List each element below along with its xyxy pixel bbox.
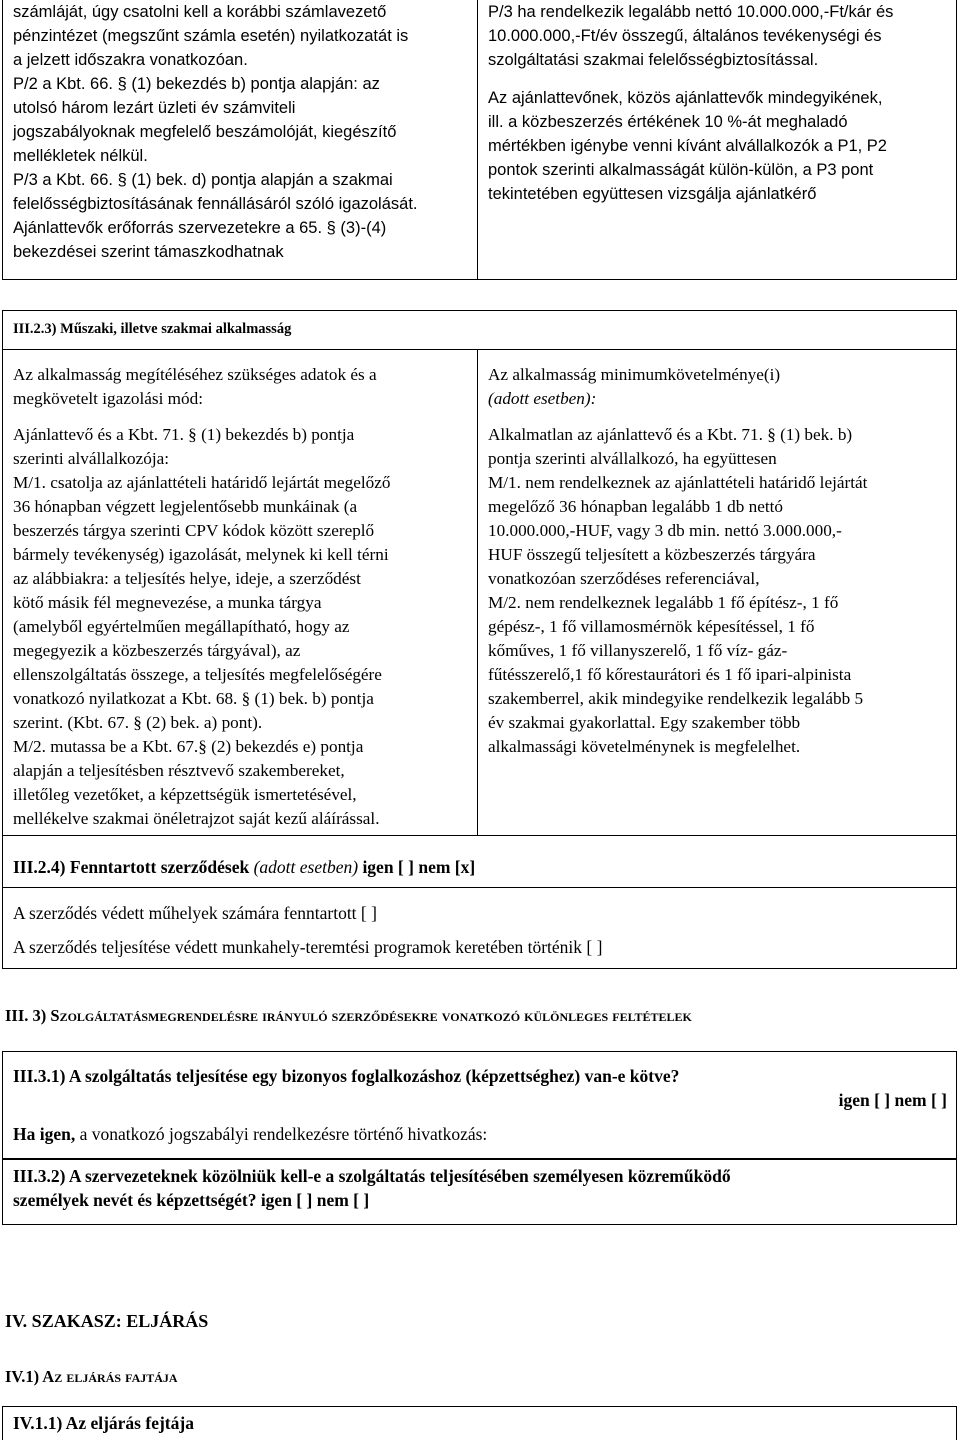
text-line: tekintetében együttesen vizsgálja ajánlatkérő: [488, 185, 817, 203]
text-line: vonatkozóan szerződéses referenciával,: [488, 569, 760, 588]
text-line: jogszabályoknak megfelelő beszámolóját, kiegészítő: [13, 123, 397, 141]
reserved-programmes-line: A szerződés teljesítése védett munkahely-teremtési programok keretében történik [ ]: [13, 937, 603, 957]
text-line: 10.000.000,-HUF, vagy 3 db min. nettó 3.000.000,-: [488, 521, 842, 540]
text-line: illetőleg vezetőket, a képzettségük ismertetésével,: [13, 785, 357, 804]
text-line: Ajánlattevők erőforrás szervezetekre a 65. § (3)-(4): [13, 219, 387, 237]
row-divider: [2, 887, 957, 888]
heading-rest: zolgáltatásmegrendelésre irányuló szerződésekre vonatkozó különleges feltételek: [59, 1006, 692, 1025]
reserved-workshops-line: A szerződés védett műhelyek számára fenntartott [ ]: [13, 903, 377, 923]
section-heading-2-4: [13, 855, 475, 879]
text-line: év szakmai gyakorlattal. Egy szakember több: [488, 713, 801, 732]
text-line: felelősségbiztosításának fennállásáról szóló igazolását.: [13, 195, 418, 213]
text-line: Az alkalmasság minimumkövetelménye(i): [488, 365, 781, 384]
text-line: megelőző 36 hónapban legalább 1 db nettó: [488, 497, 783, 516]
text-line: fűtésszerelő,1 fő kőrestaurátori és 1 fő ipari-alpinista: [488, 665, 852, 684]
text-line: beszerzés tárgya szerinti CPV kódok között szereplő: [13, 521, 375, 540]
heading-prefix: III. 3) S: [5, 1006, 60, 1025]
text-line: pontja szerinti alvállalkozó, ha együttesen: [488, 449, 777, 468]
text-line: HUF összegű teljesített a közbeszerzés tárgyára: [488, 545, 816, 564]
text-line: ellenszolgáltatás összege, a teljesítés megfelelőségére: [13, 665, 382, 684]
text-line: P/3 ha rendelkezik legalább nettó 10.000.000,-Ft/kár és: [488, 3, 894, 21]
text-line: pontok szerinti alkalmasságát külön-külön, a P3 pont: [488, 161, 874, 179]
procedure-type-label: IV.1.1) Az eljárás fejtája: [13, 1413, 194, 1433]
text-line: (amelyből egyértelműen megállapítható, hogy az: [13, 617, 350, 636]
text-line: mellékletek nélkül.: [13, 147, 148, 165]
question-3-3-1-reference: [13, 1122, 487, 1146]
heading-options: igen [ ] nem [x]: [362, 857, 476, 877]
financial-right-cell: [488, 0, 953, 206]
question-3-3-2: [13, 1164, 731, 1212]
text-line: kőműves, 1 fő villanyszerelő, 1 fő víz- gáz-: [488, 641, 788, 660]
text-line: III.3.2) A szervezeteknek közölniük kell-e a szolgáltatás teljesítésében személyesen közreműködő: [13, 1166, 731, 1186]
reference-text: a vonatkozó jogszabályi rendelkezésre történő hivatkozás:: [75, 1124, 488, 1144]
text-line: az alábbiakra: a teljesítés helye, ideje, a szerződést: [13, 569, 361, 588]
text-line: Ajánlattevő és a Kbt. 71. § (1) bekezdés b) pontja: [13, 425, 355, 444]
text-line: szerint. (Kbt. 67. § (2) bek. a) pont).: [13, 713, 263, 732]
subsection-heading-iv-1: [5, 1365, 178, 1389]
text-line: bármely tevékenység) igazolását, melynek ki kell térni: [13, 545, 389, 564]
text-line: szakemberrel, akik mindegyike rendelkezik legalább 5: [488, 689, 864, 708]
text-line: Az alkalmasság megítéléséhez szükséges adatok és a: [13, 365, 377, 384]
text-line: megegyezik a közbeszerzés tárgyával), az: [13, 641, 301, 660]
table-divider: [477, 0, 478, 280]
technical-right-cell: [488, 363, 954, 759]
text-line: (adott esetben):: [488, 389, 597, 408]
text-line: M/2. nem rendelkeznek legalább 1 fő építész-, 1 fő: [488, 593, 839, 612]
text-line: Az ajánlattevőnek, közös ajánlattevők mindegyikének,: [488, 89, 883, 107]
heading-label: III.2.4) Fenntartott szerződések: [13, 857, 250, 877]
section-heading-2-3: III.2.3) Műszaki, illetve szakmai alkalmasság: [13, 321, 292, 337]
text-line: gépész-, 1 fő villamosmérnök képesítéssel, 1 fő: [488, 617, 815, 636]
text-line: M/2. mutassa be a Kbt. 67.§ (2) bekezdés e) pontja: [13, 737, 364, 756]
text-line: bekezdései szerint támaszkodhatnak: [13, 243, 284, 261]
text-line: személyek nevét és képzettségét? igen [ ] nem [ ]: [13, 1190, 370, 1210]
text-line: utolsó három lezárt üzleti év számviteli: [13, 99, 296, 117]
section-title-iv: IV. SZAKASZ: ELJÁRÁS: [5, 1311, 209, 1331]
text-line: megkövetelt igazolási mód:: [13, 389, 203, 408]
text-line: ill. a közbeszerzés értékének 10 %-át meghaladó: [488, 113, 848, 131]
text-line: kötő másik fél megnevezése, a munka tárgya: [13, 593, 322, 612]
heading-note: (adott esetben): [253, 857, 359, 877]
text-line: alapján a teljesítésben résztvevő szakembereket,: [13, 761, 345, 780]
text-line: P/2 a Kbt. 66. § (1) bekezdés b) pontja alapján: az: [13, 75, 380, 93]
technical-left-cell: [13, 363, 475, 831]
text-line: mellékelve szakmai önéletrajzot saját kezű aláírással.: [13, 809, 380, 828]
text-line: M/1. nem rendelkeznek az ajánlattételi határidő lejártát: [488, 473, 868, 492]
text-line: Alkalmatlan az ajánlattevő és a Kbt. 71. § (1) bek. b): [488, 425, 853, 444]
table-divider: [477, 349, 478, 836]
text-line: szerinti alvállalkozója:: [13, 449, 170, 468]
text-line: vonatkozó nyilatkozat a Kbt. 68. § (1) bek. b) pontja: [13, 689, 374, 708]
text-line: a jelzett időszakra vonatkozóan.: [13, 51, 248, 69]
text-line: 10.000.000,-Ft/év összegű, általános tevékenységi és: [488, 27, 882, 45]
text-line: pénzintézet (megszűnt számla esetén) nyilatkozatát is: [13, 27, 409, 45]
financial-left-cell: [13, 0, 473, 264]
text-line: mértékben igénybe venni kívánt alvállalkozók a P1, P2: [488, 137, 887, 155]
text-line: számláját, úgy csatolni kell a korábbi számlavezető: [13, 3, 387, 21]
reference-lead: Ha igen,: [13, 1124, 76, 1144]
text-line: M/1. csatolja az ajánlattételi határidő lejártát megelőző: [13, 473, 391, 492]
question-3-3-1-options: igen [ ] nem [ ]: [838, 1090, 947, 1110]
heading-rest: z eljárás fajtája: [54, 1367, 178, 1386]
text-line: 36 hónapban végzett legjelentősebb munkáinak (a: [13, 497, 358, 516]
text-line: P/3 a Kbt. 66. § (1) bek. d) pontja alapján a szakmai: [13, 171, 393, 189]
heading-prefix: IV.1) A: [5, 1367, 55, 1386]
section-heading-3-3: [5, 1004, 692, 1028]
question-3-3-1: III.3.1) A szolgáltatás teljesítése egy bizonyos foglalkozáshoz (képzettséghez) van-e kötve?: [13, 1066, 680, 1086]
text-line: szolgáltatási szakmai felelősségbiztosítással.: [488, 51, 819, 69]
text-line: alkalmassági követelménynek is megfelelhet.: [488, 737, 801, 756]
